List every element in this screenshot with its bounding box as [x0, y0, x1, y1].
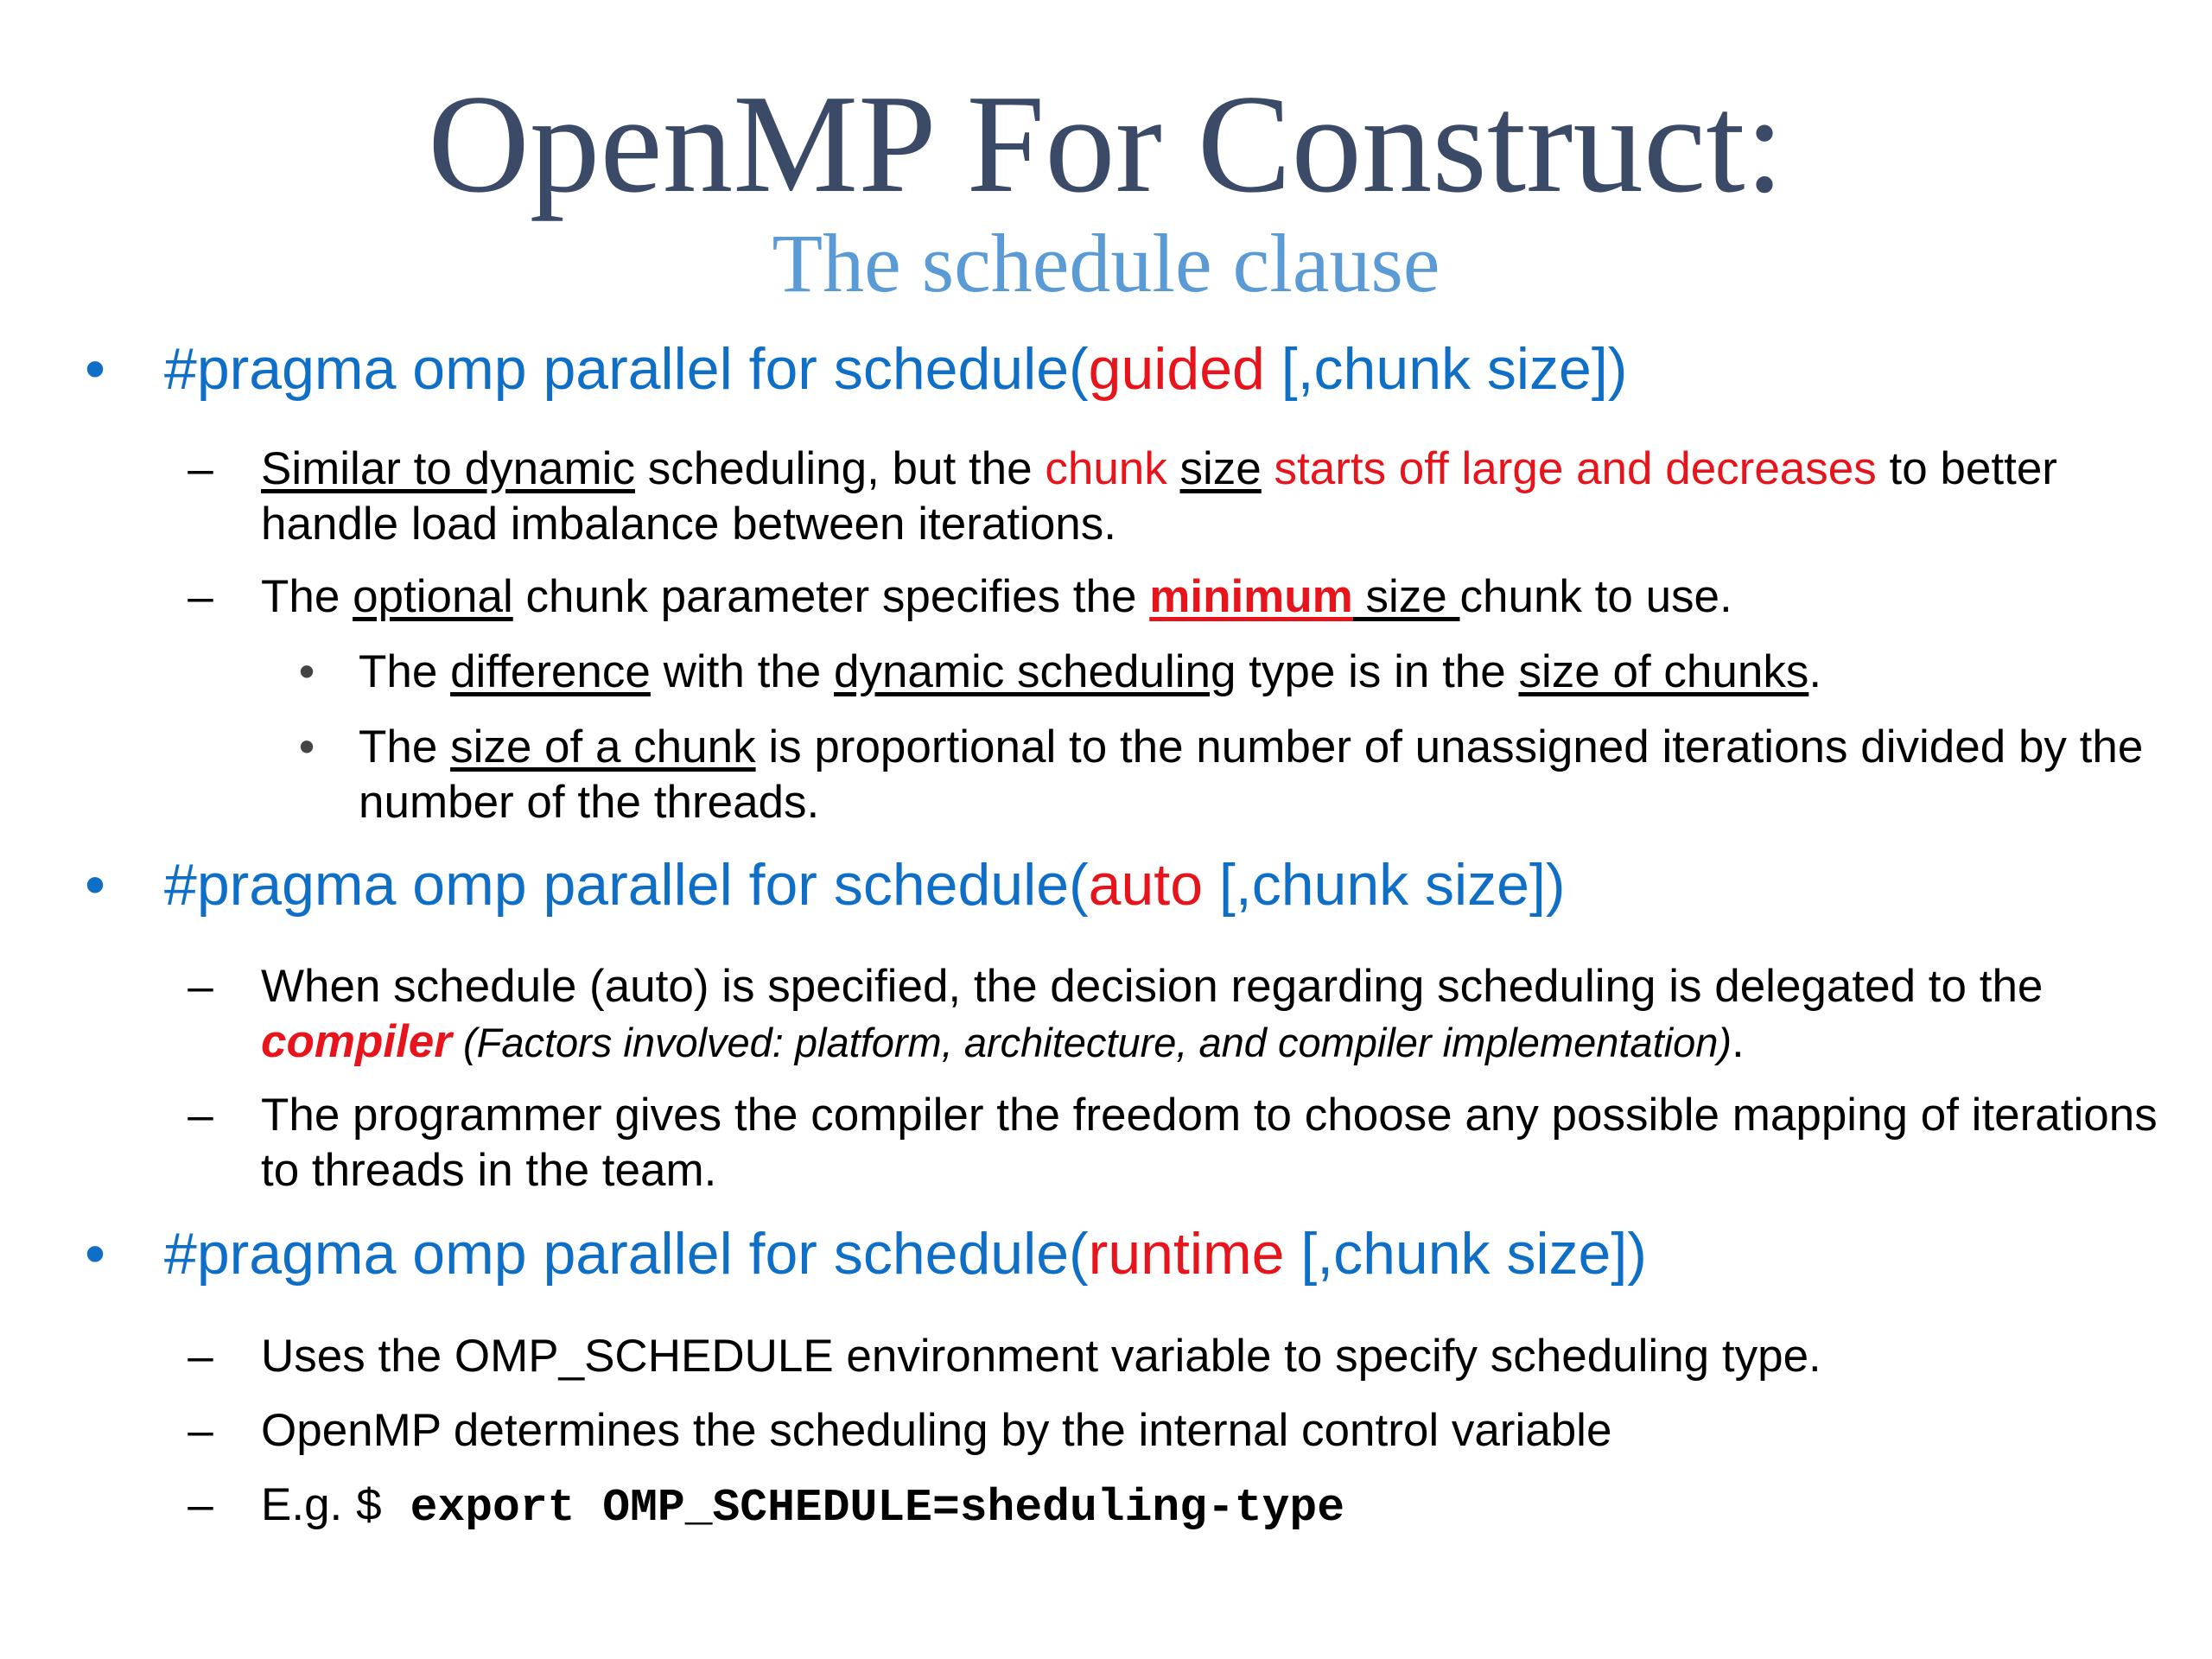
text: .	[1808, 646, 1822, 697]
underlined-text: size of chunks	[1518, 646, 1809, 697]
guided-point-optional	[188, 569, 2177, 625]
underlined-text: difference	[450, 646, 651, 697]
pragma-prefix: #pragma omp parallel for schedule(	[164, 1221, 1089, 1287]
slide-subtitle: The schedule clause	[772, 217, 1440, 309]
text: scheduling, but the	[634, 443, 1046, 494]
bullet-glyph: •	[85, 1221, 105, 1287]
pragma-prefix: #pragma omp parallel for schedule(	[164, 852, 1089, 918]
dash-glyph: –	[188, 1479, 213, 1530]
dash-glyph: –	[188, 1331, 213, 1382]
pragma-suffix: [,chunk size])	[1203, 852, 1566, 918]
underlined-text: size	[1352, 571, 1460, 622]
text: OpenMP determines the scheduling by the internal control variable	[261, 1405, 1612, 1456]
text: with the	[650, 646, 834, 697]
shell-prompt: $	[355, 1482, 410, 1534]
guided-point-similar	[188, 442, 2177, 552]
text: E.g.	[261, 1479, 356, 1530]
shell-command: export OMP_SCHEDULE=sheduling-type	[410, 1482, 1345, 1534]
text: type is in the	[1236, 646, 1519, 697]
dash-glyph: –	[188, 443, 213, 494]
guided-sub-size	[298, 720, 2177, 830]
highlight-text: starts off large and decreases	[1261, 443, 1877, 494]
pragma-suffix: [,chunk size])	[1264, 336, 1628, 402]
runtime-point-icv	[188, 1403, 2177, 1459]
schedule-keyword-runtime: runtime	[1088, 1221, 1285, 1287]
pragma-prefix: #pragma omp parallel for schedule(	[164, 336, 1089, 402]
bullet-guided	[85, 335, 2177, 403]
text: .	[1732, 1016, 1745, 1067]
auto-point-compiler	[188, 959, 2177, 1071]
text: The	[261, 571, 353, 622]
underlined-text: Similar to dynamic	[261, 443, 635, 494]
bullet-glyph: •	[85, 852, 105, 918]
sub-bullet-glyph: •	[298, 646, 315, 697]
bullet-glyph: •	[85, 336, 105, 402]
sub-bullet-glyph: •	[298, 721, 315, 772]
schedule-keyword-auto: auto	[1088, 852, 1204, 918]
runtime-point-example	[188, 1478, 2177, 1535]
pragma-suffix: [,chunk size])	[1284, 1221, 1647, 1287]
highlight-text: minimum	[1149, 571, 1353, 622]
text: is proportional to the number of unassigned iterations divided by the number of the threads.	[359, 721, 2144, 828]
dash-glyph: –	[188, 961, 213, 1012]
text: to better handle load imbalance between iterations.	[261, 443, 2057, 550]
slide-title: OpenMP For Construct:	[428, 67, 1784, 222]
text: When schedule (auto) is specified, the decision regarding scheduling is delegated to the	[261, 961, 2044, 1012]
underlined-text: size of a chunk	[450, 721, 756, 772]
underlined-text: optional	[353, 571, 513, 622]
highlight-text: chunk	[1045, 443, 1180, 494]
text: The programmer gives the compiler the freedom to choose any possible mapping of iterations to threads in the team.	[261, 1090, 2158, 1196]
auto-point-freedom	[188, 1088, 2177, 1198]
underlined-text: size	[1179, 443, 1262, 494]
text: chunk parameter specifies the	[512, 571, 1150, 622]
bullet-runtime	[85, 1220, 2177, 1287]
dash-glyph: –	[188, 1405, 213, 1456]
text: The	[359, 646, 451, 697]
text: Uses the OMP_SCHEDULE environment variable to specify scheduling type.	[261, 1331, 1821, 1382]
runtime-point-env	[188, 1329, 2177, 1384]
italic-note: (Factors involved: platform, architecture, and compiler implementation)	[451, 1020, 1732, 1065]
bullet-auto	[85, 851, 2177, 918]
dash-glyph: –	[188, 571, 213, 622]
schedule-keyword-guided: guided	[1088, 336, 1265, 402]
guided-sub-difference	[298, 645, 2177, 700]
text: chunk to use.	[1459, 571, 1732, 622]
dash-glyph: –	[188, 1090, 213, 1141]
highlight-text: compiler	[261, 1016, 452, 1067]
underlined-text: dynamic scheduling	[833, 646, 1236, 697]
text: The	[359, 721, 451, 772]
